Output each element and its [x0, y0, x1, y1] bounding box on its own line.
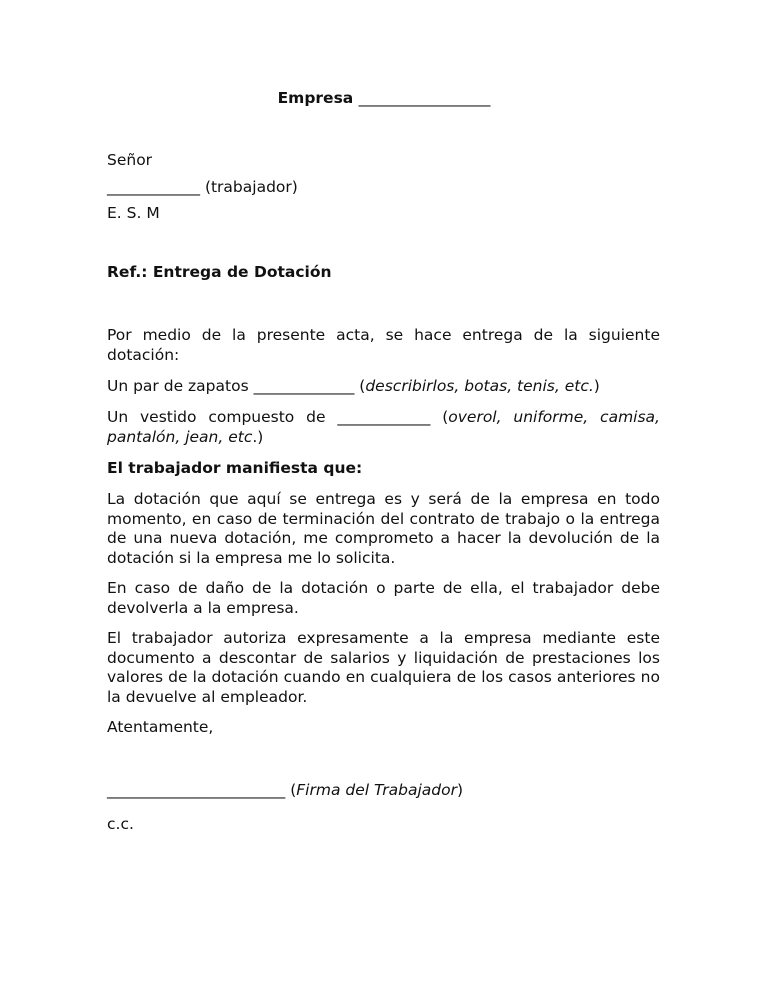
shoes-close: )	[593, 377, 600, 395]
shoes-blank: _____________	[253, 377, 355, 395]
recipient-name-blank: ____________	[107, 177, 200, 196]
signature-close: )	[456, 781, 464, 799]
recipient-name-hint: (trabajador)	[204, 177, 298, 196]
suit-item	[107, 408, 660, 447]
farewell: Atentamente,	[107, 718, 214, 736]
shoes-line	[107, 377, 660, 397]
company-label: Empresa	[277, 89, 354, 107]
shoes-hint: describirlos, botas, tenis, etc.	[365, 377, 594, 395]
paragraph-1: La dotación que aquí se entrega es y será de la empresa en todo momento, en caso de terminación del contrato de trabajo o la entrega de una nueva dotación, me comprometo a hacer la devolución de la dotación si la empresa me lo solicita.	[107, 490, 660, 567]
declaration-heading: El trabajador manifiesta que:	[107, 459, 363, 477]
cc-line: c.c.	[107, 815, 134, 833]
suit-line-2	[107, 428, 660, 448]
intro-paragraph: Por medio de la presente acta, se hace entrega de la siguiente dotación:	[107, 326, 660, 364]
salutation: Señor	[107, 151, 153, 169]
shoes-open: (	[359, 377, 366, 395]
suit-hint-line-2: pantalón, jean, etc	[107, 427, 253, 446]
suit-label: Un vestido compuesto de	[107, 408, 326, 426]
signature-blank: _______________________	[107, 781, 286, 799]
suit-blank: ____________	[337, 408, 431, 426]
recipient-line	[107, 178, 660, 198]
paragraph-2: En caso de daño de la dotación o parte de ella, el trabajador debe devolverla a la empresa.	[107, 579, 660, 617]
page-title	[0, 88, 768, 108]
reference-line: Ref.: Entrega de Dotación	[107, 263, 332, 281]
shoes-label: Un par de zapatos	[107, 377, 249, 395]
suit-open: (	[442, 408, 449, 426]
signature-open: (	[290, 781, 297, 799]
company-blank: _________________	[358, 89, 491, 107]
suit-line-1	[107, 408, 660, 428]
signature-line	[107, 781, 660, 801]
suit-close: .)	[252, 427, 264, 446]
suit-hint-line-1: overol, uniforme, camisa,	[448, 408, 660, 426]
signature-label: Firma del Trabajador	[296, 781, 457, 799]
recipient-city: E. S. M	[107, 204, 160, 222]
recipient-block	[107, 151, 660, 224]
paragraph-3: El trabajador autoriza expresamente a la empresa mediante este documento a descontar de salarios y liquidación de prestaciones los valores de la dotación cuando en cualquiera de los casos anteriores no la devuelve al empleador.	[107, 629, 660, 706]
